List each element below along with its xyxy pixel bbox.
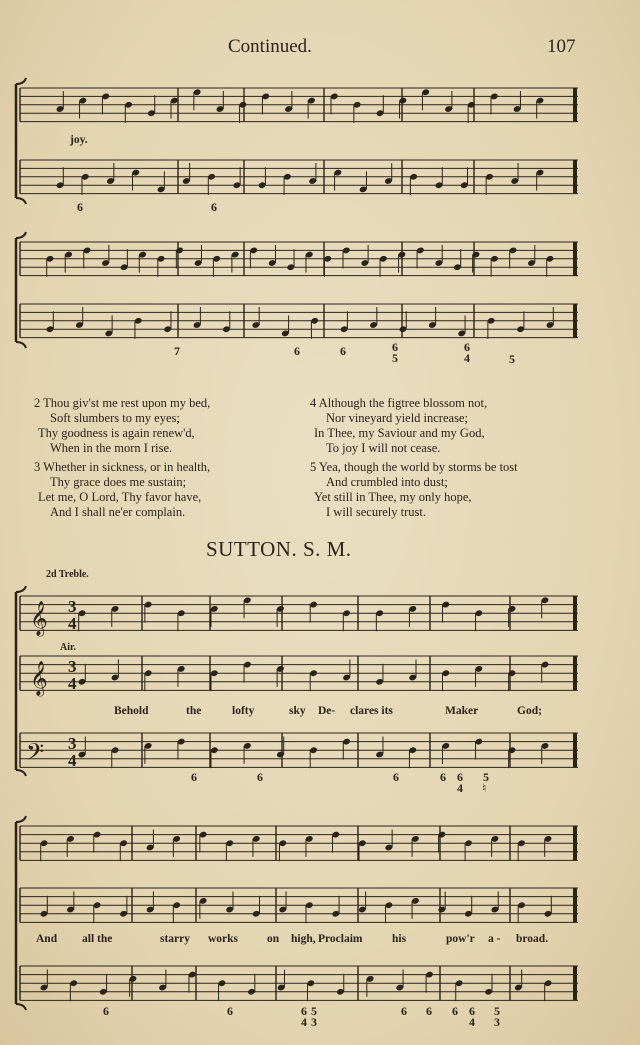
lyric-word: his bbox=[392, 933, 407, 945]
lyric-word: And bbox=[36, 933, 58, 945]
verse-line: 3 Whether in sickness, or in health, bbox=[34, 460, 211, 474]
figure: 6 bbox=[469, 1004, 475, 1018]
lyric-word: clares its bbox=[350, 705, 393, 717]
music-staff bbox=[20, 656, 578, 690]
figure: 6 bbox=[440, 770, 446, 784]
bracket-hook bbox=[16, 1004, 26, 1010]
figure: 4 bbox=[301, 1015, 307, 1029]
bracket-hook bbox=[16, 78, 26, 84]
lyric-word: Proclaim bbox=[318, 933, 363, 945]
verse-line: Let me, O Lord, Thy favor have, bbox=[38, 490, 202, 504]
figure: 4 bbox=[457, 781, 463, 795]
bracket-hook bbox=[16, 816, 26, 822]
verse-line: 5 Yea, though the world by storms be tost bbox=[310, 460, 518, 474]
natural-sign: ♮ bbox=[482, 781, 487, 795]
lyric-word: God; bbox=[517, 705, 542, 717]
figure: 6 bbox=[457, 770, 463, 784]
verse-line: To joy I will not cease. bbox=[326, 441, 441, 455]
music-staff bbox=[20, 596, 578, 630]
figure: 6 bbox=[103, 1004, 109, 1018]
figure: 5 bbox=[494, 1004, 500, 1018]
lyric-word: the bbox=[186, 705, 202, 717]
verse-line: Thy goodness is again renew'd, bbox=[38, 426, 195, 440]
time-signature-numerator: 3 bbox=[68, 734, 77, 753]
verse-line: Yet still in Thee, my only hope, bbox=[314, 490, 472, 504]
figure: 6 bbox=[301, 1004, 307, 1018]
figure: 3 bbox=[311, 1015, 317, 1029]
verse-line: Nor vineyard yield increase; bbox=[326, 411, 468, 425]
music-staff bbox=[20, 733, 578, 767]
figure: 6 bbox=[392, 340, 398, 354]
time-signature-numerator: 3 bbox=[68, 657, 77, 676]
figure: 6 bbox=[211, 200, 217, 214]
page-number: 107 bbox=[547, 36, 576, 57]
figure: 4 bbox=[469, 1015, 475, 1029]
lyric-word: broad. bbox=[516, 933, 549, 945]
verse-line: Soft slumbers to my eyes; bbox=[50, 411, 180, 425]
verse-line: 4 Although the figtree blossom not, bbox=[310, 396, 488, 410]
verse-line: When in the morn I rise. bbox=[50, 441, 173, 455]
verse-line: 2 Thou giv'st me rest upon my bed, bbox=[34, 396, 211, 410]
verse-line: In Thee, my Saviour and my God, bbox=[314, 426, 485, 440]
treble-clef-icon: 𝄞 bbox=[30, 601, 48, 636]
lyric-word: starry bbox=[160, 933, 191, 945]
part-label-air: Air. bbox=[60, 642, 77, 653]
bass-clef-icon: 𝄢 bbox=[26, 738, 45, 771]
time-signature-denominator: 4 bbox=[68, 614, 77, 633]
music-staff bbox=[20, 966, 578, 1000]
lyric-joy: joy. bbox=[70, 134, 88, 146]
verse-line: And crumbled into dust; bbox=[326, 475, 448, 489]
bracket-hook bbox=[16, 198, 26, 204]
figure: 5 bbox=[483, 770, 489, 784]
lyric-word: a - bbox=[488, 933, 501, 945]
lyric-word: lofty bbox=[232, 705, 255, 717]
figure: 7 bbox=[174, 344, 180, 358]
verse-2 bbox=[34, 396, 210, 456]
music-staff bbox=[20, 826, 578, 860]
verse-5 bbox=[310, 460, 518, 520]
lyric-word: Behold bbox=[114, 705, 149, 717]
figure: 5 bbox=[311, 1004, 317, 1018]
lyric-word: on bbox=[267, 933, 280, 945]
tune-title: SUTTON. S. M. bbox=[206, 537, 352, 561]
figure: 3 bbox=[494, 1015, 500, 1029]
figure: 6 bbox=[401, 1004, 407, 1018]
figure: 5 bbox=[509, 352, 515, 366]
verse-line: I will securely trust. bbox=[326, 505, 426, 519]
lyric-word: pow'r bbox=[446, 933, 475, 945]
bracket-hook bbox=[16, 586, 26, 592]
verse-line: Thy grace does me sustain; bbox=[50, 475, 187, 489]
treble-clef-icon: 𝄞 bbox=[30, 661, 48, 696]
lyric-word: high, bbox=[291, 933, 316, 945]
figure: 4 bbox=[464, 351, 470, 365]
bracket-hook bbox=[16, 232, 26, 238]
verse-3 bbox=[34, 460, 210, 520]
time-signature-denominator: 4 bbox=[68, 674, 77, 693]
figure: 6 bbox=[191, 770, 197, 784]
figure: 6 bbox=[464, 340, 470, 354]
lyric-word: Maker bbox=[445, 705, 479, 717]
lyric-word: De- bbox=[318, 705, 336, 717]
figure: 6 bbox=[340, 344, 346, 358]
lyric-word: sky bbox=[289, 705, 306, 717]
music-staff bbox=[20, 888, 578, 922]
verse-line: And I shall ne'er complain. bbox=[50, 505, 186, 519]
time-signature-numerator: 3 bbox=[68, 597, 77, 616]
verse-4 bbox=[310, 396, 487, 456]
lyric-word: works bbox=[208, 933, 239, 945]
lyric-word: all the bbox=[82, 933, 113, 945]
time-signature-denominator: 4 bbox=[68, 751, 77, 770]
figure: 6 bbox=[452, 1004, 458, 1018]
figure: 6 bbox=[227, 1004, 233, 1018]
bracket-hook bbox=[16, 770, 26, 776]
part-label-treble: 2d Treble. bbox=[46, 569, 89, 580]
figure: 6 bbox=[77, 200, 83, 214]
music-staff bbox=[20, 160, 578, 194]
figure: 6 bbox=[426, 1004, 432, 1018]
figure: 6 bbox=[257, 770, 263, 784]
page-heading: Continued. bbox=[228, 36, 312, 57]
bracket-hook bbox=[16, 342, 26, 348]
music-staff bbox=[20, 88, 578, 122]
figure: 6 bbox=[294, 344, 300, 358]
figure: 6 bbox=[393, 770, 399, 784]
figure: 5 bbox=[392, 351, 398, 365]
